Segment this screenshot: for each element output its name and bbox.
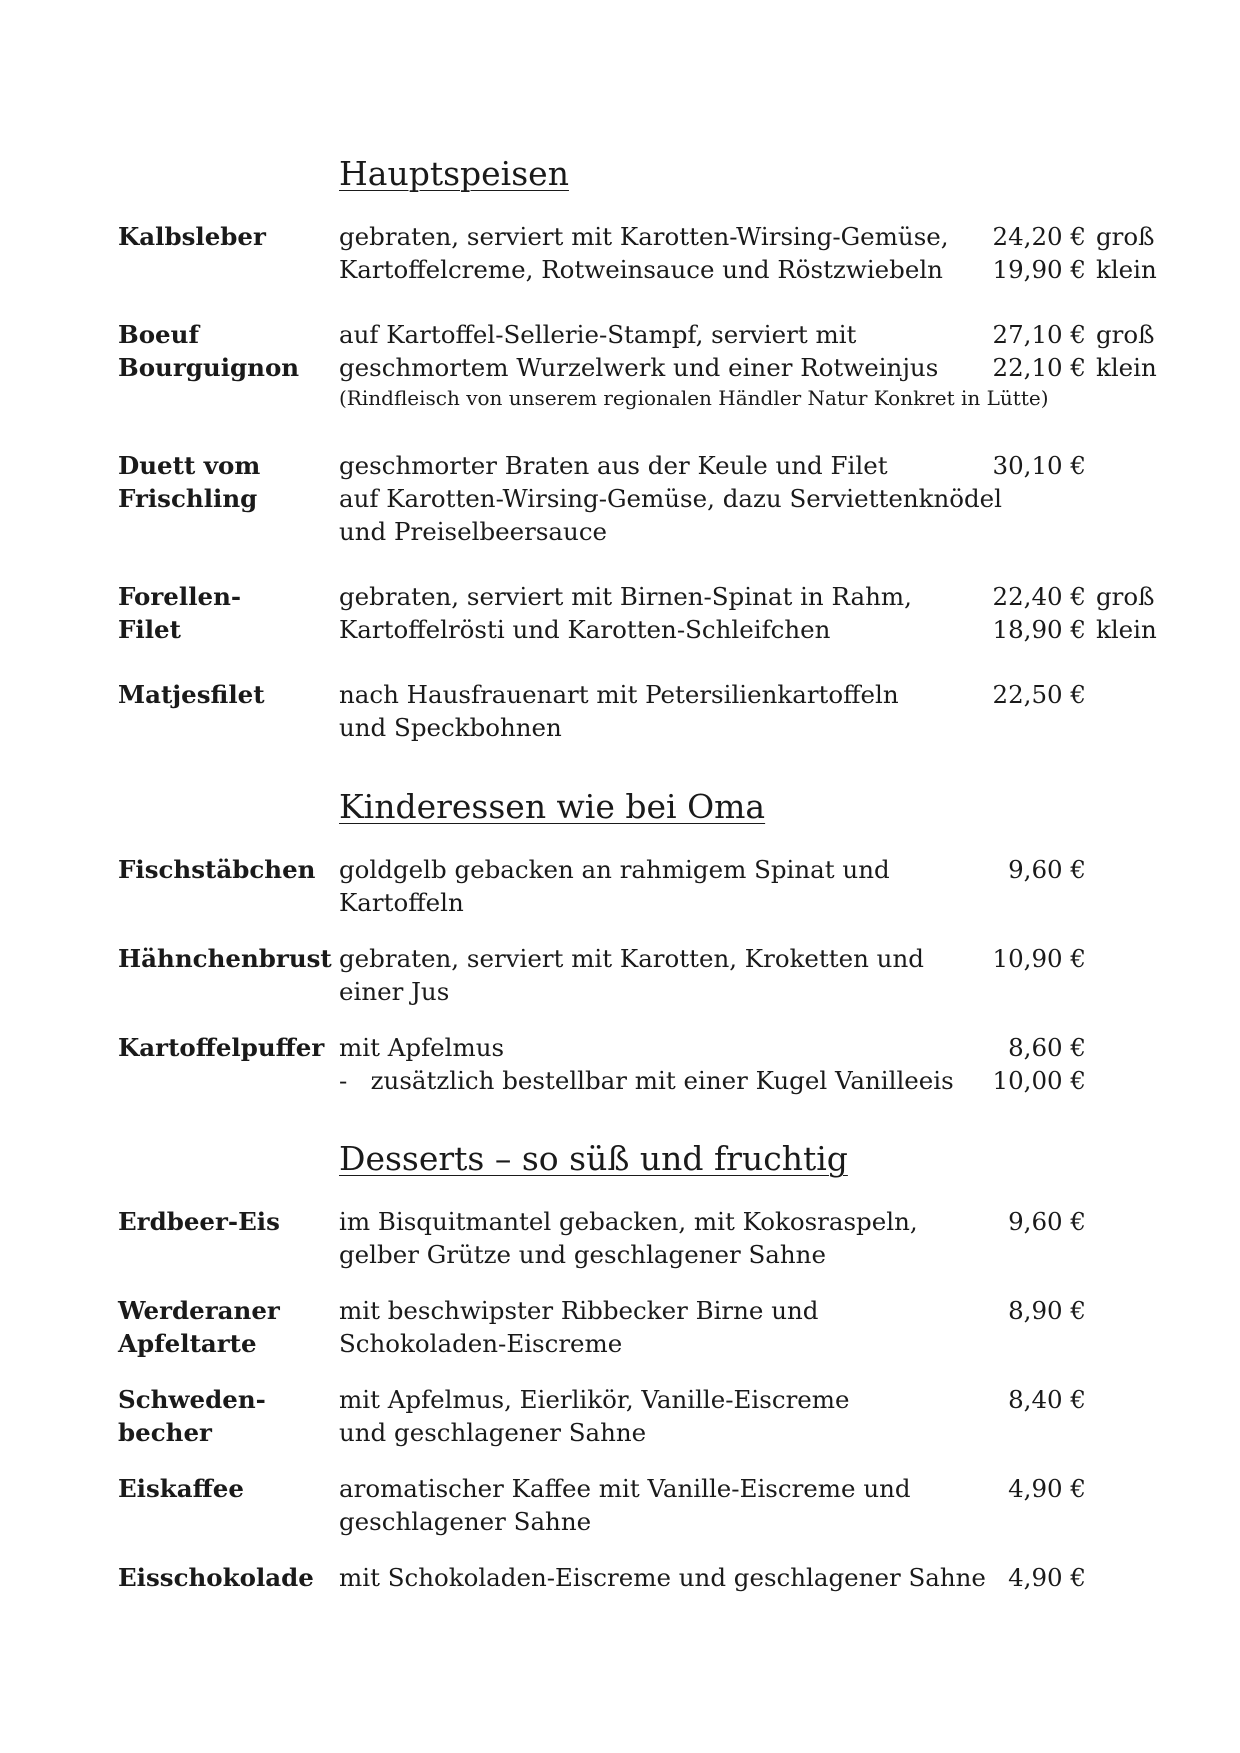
item-name: Matjesfilet: [118, 680, 265, 709]
item-description: gebraten, serviert mit Karotten, Kroketten und: [339, 944, 924, 973]
item-size: groß: [1096, 582, 1155, 611]
item-description: Kartoffeln: [339, 888, 464, 917]
item-description: einer Jus: [339, 977, 450, 1006]
item-price: 24,20 €: [992, 222, 1086, 251]
item-name: Duett vom: [118, 451, 261, 480]
item-price: 8,60 €: [1008, 1033, 1086, 1062]
item-size: groß: [1096, 222, 1155, 251]
item-price: 9,60 €: [1008, 855, 1086, 884]
item-size: klein: [1096, 255, 1157, 284]
item-name: Hähnchenbrust: [118, 944, 332, 973]
item-description: gebraten, serviert mit Karotten-Wirsing-Gemüse,: [339, 222, 949, 251]
item-description: geschmorter Braten aus der Keule und Filet: [339, 451, 888, 480]
item-name: Kartoffelpuffer: [118, 1033, 325, 1062]
item-name: Boeuf: [118, 320, 199, 349]
item-description: auf Karotten-Wirsing-Gemüse, dazu Serviettenknödel: [339, 484, 1002, 513]
item-description: aromatischer Kaffee mit Vanille-Eiscreme und: [339, 1474, 911, 1503]
item-size: klein: [1096, 615, 1157, 644]
item-description: mit Apfelmus, Eierlikör, Vanille-Eiscreme: [339, 1385, 850, 1414]
item-name: Werderaner: [118, 1296, 280, 1325]
item-size: klein: [1096, 353, 1157, 382]
item-description: Kartoffelcreme, Rotweinsauce und Röstzwiebeln: [339, 255, 943, 284]
item-description: Schokoladen-Eiscreme: [339, 1329, 623, 1358]
item-name: Fischstäbchen: [118, 855, 316, 884]
item-price: 22,10 €: [992, 353, 1086, 382]
item-description: im Bisquitmantel gebacken, mit Kokosraspeln,: [339, 1207, 918, 1236]
item-price: 19,90 €: [992, 255, 1086, 284]
item-description: mit Schokoladen-Eiscreme und geschlagener Sahne: [339, 1563, 986, 1592]
item-description: auf Kartoffel-Sellerie-Stampf, serviert mit: [339, 320, 857, 349]
item-description: Kartoffelrösti und Karotten-Schleifchen: [339, 615, 831, 644]
item-price: 10,00 €: [992, 1066, 1086, 1095]
item-price: 30,10 €: [992, 451, 1086, 480]
item-price: 22,40 €: [992, 582, 1086, 611]
item-name: Frischling: [118, 484, 258, 513]
item-description: gebraten, serviert mit Birnen-Spinat in Rahm,: [339, 582, 912, 611]
item-description: geschmortem Wurzelwerk und einer Rotweinjus: [339, 353, 939, 382]
item-description: und Speckbohnen: [339, 713, 562, 742]
item-size: groß: [1096, 320, 1155, 349]
item-price: 9,60 €: [1008, 1207, 1086, 1236]
item-description: nach Hausfrauenart mit Petersilienkartoffeln: [339, 680, 899, 709]
item-price: 10,90 €: [992, 944, 1086, 973]
item-price: 4,90 €: [1008, 1563, 1086, 1592]
item-price: 22,50 €: [992, 680, 1086, 709]
item-name: Kalbsleber: [118, 222, 266, 251]
item-description: mit Apfelmus: [339, 1033, 505, 1062]
section-title-desserts: Desserts – so süß und fruchtig: [339, 1139, 848, 1178]
item-price: 8,90 €: [1008, 1296, 1086, 1325]
item-name: Apfeltarte: [118, 1329, 257, 1358]
item-note: (Rindfleisch von unserem regionalen Händler Natur Konkret in Lütte): [339, 386, 1049, 410]
item-name: Eisschokolade: [118, 1563, 314, 1592]
item-price: 18,90 €: [992, 615, 1086, 644]
item-price: 4,90 €: [1008, 1474, 1086, 1503]
item-price: 27,10 €: [992, 320, 1086, 349]
item-description: - zusätzlich bestellbar mit einer Kugel Vanilleeis: [339, 1066, 954, 1095]
item-description: geschlagener Sahne: [339, 1507, 592, 1536]
item-name: Bourguignon: [118, 353, 300, 382]
item-description: goldgelb gebacken an rahmigem Spinat und: [339, 855, 890, 884]
item-name: Forellen-: [118, 582, 242, 611]
item-description: und Preiselbeersauce: [339, 517, 608, 546]
item-name: Eiskaffee: [118, 1474, 244, 1503]
item-description: gelber Grütze und geschlagener Sahne: [339, 1240, 826, 1269]
item-description: mit beschwipster Ribbecker Birne und: [339, 1296, 819, 1325]
item-name: Schweden-: [118, 1385, 266, 1414]
section-title-hauptspeisen: Hauptspeisen: [339, 154, 569, 193]
item-name: becher: [118, 1418, 212, 1447]
section-title-kinderessen: Kinderessen wie bei Oma: [339, 787, 766, 826]
item-name: Filet: [118, 615, 181, 644]
item-price: 8,40 €: [1008, 1385, 1086, 1414]
item-name: Erdbeer-Eis: [118, 1207, 280, 1236]
item-description: und geschlagener Sahne: [339, 1418, 647, 1447]
